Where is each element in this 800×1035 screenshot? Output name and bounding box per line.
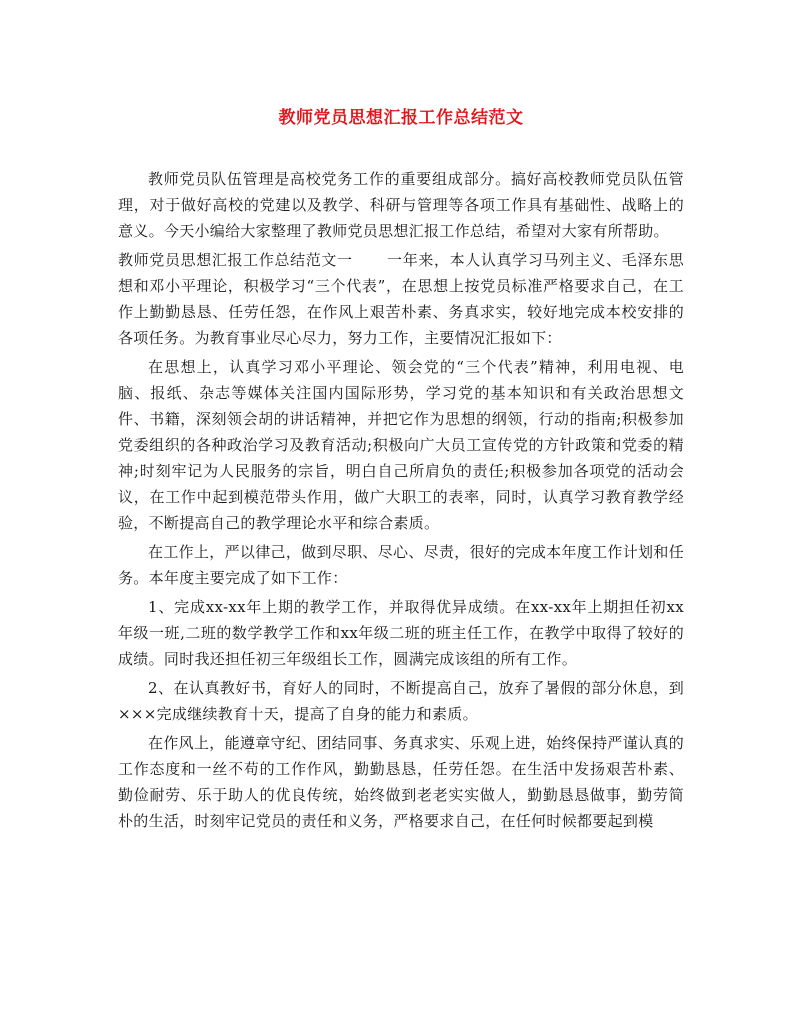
intro-text: 教师党员队伍管理是高校党务工作的重要组成部分。搞好高校教师党员队伍管理，对于做好高校的党建以及教学、科研与管理等各项工作具有基础性、战略上的意义。今天小编给大家整理了教师党员思想汇报工作总结，希望对大家有所帮助。 [118,170,684,240]
section-lead-text: 一年来，本人认真学习马列主义、毛泽东思想和邓小平理论，积极学习“三个代表”，在思想上按党员标准严格要求自己，在工作上勤勤恳恳、任劳任怨，在作风上艰苦朴素、务真求实，较好地完成本校安排的各项任务。为教育事业尽心尽力，努力工作，主要情况汇报如下： [118,251,684,347]
intro-paragraph [118,166,684,244]
section-lead-paragraph [118,247,684,351]
paragraph-item-2: 2、在认真教好书，育好人的同时，不断提高自己，放弃了暑假的部分休息，到×××完成继续教育十天，提高了自身的能力和素质。 [118,679,684,723]
paragraph-ideology: 在思想上，认真学习邓小平理论、领会党的“三个代表”精神，利用电视、电脑、报纸、杂志等媒体关注国内国际形势，学习党的基本知识和有关政治思想文件、书籍，深刻领会胡的讲话精神，并把它作为思想的纲领，行动的指南;积极参加党委组织的各种政治学习及教育活动;积极向广大员工宣传党的方针政策和党委的精神;时刻牢记为人民服务的宗旨，明白自己所肩负的责任;积极参加各项党的活动会议，在工作中起到模范带头作用，做广大职工的表率，同时，认真学习教育教学经验，不断提高自己的教学理论水平和综合素质。 [118,358,684,532]
document-title: 教师党员思想汇报工作总结范文 [278,108,524,128]
paragraph-conduct: 在作风上，能遵章守纪、团结同事、务真求实、乐观上进，始终保持严谨认真的工作态度和一丝不苟的工作作风，勤勤恳恳，任劳任怨。在生活中发扬艰苦朴素、勤俭耐劳、乐于助人的优良传统，始终做到老老实实做人，勤勤恳恳做事，勤劳简朴的生活，时刻牢记党员的责任和义务，严格要求自己，在任何时候都要起到模 [118,734,684,830]
document-body [118,166,684,837]
paragraph-work: 在工作上，严以律己，做到尽职、尽心、尽责，很好的完成本年度工作计划和任务。本年度主要完成了如下工作： [118,543,684,587]
section-heading: 教师党员思想汇报工作总结范文一 [118,251,353,269]
paragraph-item-1: 1、完成xx-xx年上期的教学工作，并取得优异成绩。在xx-xx年上期担任初xx年级一班,二班的数学教学工作和xx年级二班的班主任工作，在教学中取得了较好的成绩。同时我还担任初三年级组长工作，圆满完成该组的所有工作。 [118,598,684,668]
